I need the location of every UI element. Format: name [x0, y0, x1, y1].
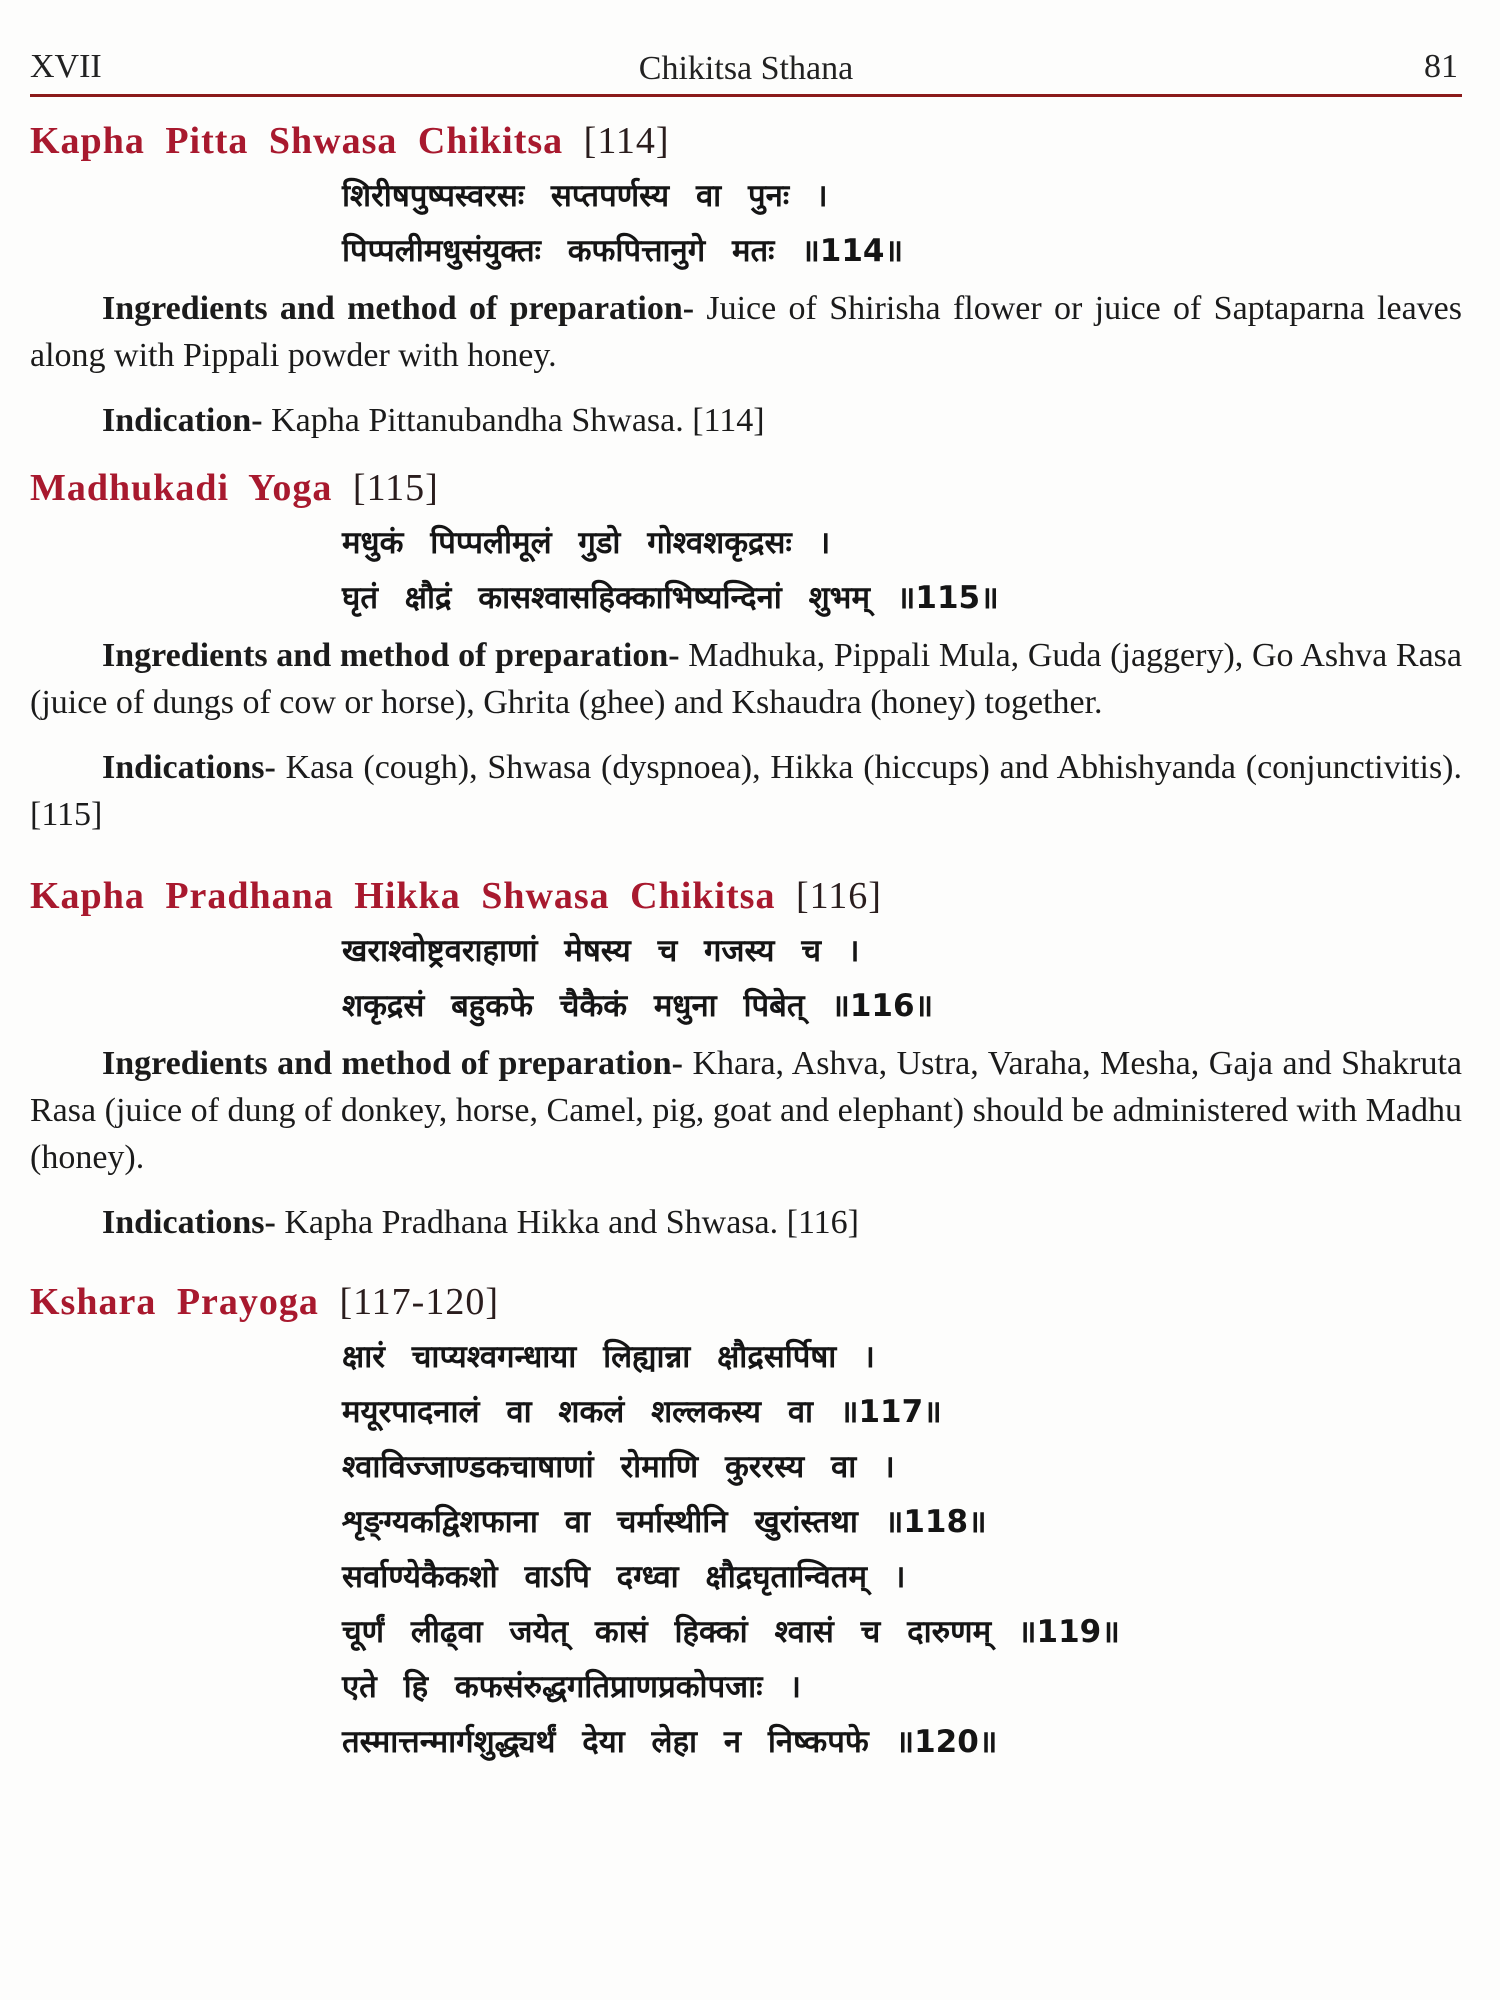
page-number: 81 [1424, 48, 1458, 85]
verse-line: तस्मात्तन्मार्गशुद्ध्यर्थं देया लेहा न निष्कपफे ॥120॥ [342, 1724, 998, 1760]
indication-text: Kasa (cough), Shwasa (dyspnoea), Hikka (hiccups) and Abhishyanda (conjunctivitis). [115] [30, 749, 1462, 833]
verse-line: मधुकं पिप्पलीमूलं गुडो गोश्वशकृद्रसः । [342, 525, 831, 561]
verse-line: घृतं क्षौद्रं कासश्वासहिक्काभिष्यन्दिनां शुभम् ॥115॥ [342, 580, 999, 616]
verse-line: सर्वाण्येकैकशो वाऽपि दग्ध्वा क्षौद्रघृतान्वितम् । [342, 1559, 906, 1595]
section-heading [30, 466, 1462, 510]
section-title-text: Kapha Pradhana Hikka Shwasa Chikitsa [30, 875, 776, 917]
indication-paragraph [30, 1199, 1462, 1246]
ingredients-text: Khara, Ashva, Ustra, Varaha, Mesha, Gaja and Shakruta Rasa (juice of dung of donkey, horse, Camel, pig, goat and elephant) should be administered with Madhu (honey). [30, 1045, 1462, 1176]
book-section-title: Chikitsa Sthana [638, 50, 854, 87]
verse-line: शकृद्रसं बहुकफे चैकैकं मधुना पिबेत् ॥116॥ [342, 988, 934, 1024]
ingredients-text: Juice of Shirisha flower or juice of Saptaparna leaves along with Pippali powder with honey. [30, 290, 1462, 374]
ingredients-label: Ingredients and method of preparation- [102, 290, 695, 327]
verse-line: खराश्वोष्ट्रवराहाणां मेषस्य च गजस्य च । [342, 933, 860, 969]
ingredients-paragraph [30, 285, 1462, 379]
verse-reference: [117-120] [339, 1281, 499, 1323]
section-title-text: Kshara Prayoga [30, 1281, 319, 1323]
verse-line: श्वाविज्जाण्डकचाषाणां रोमाणि कुररस्य वा । [342, 1449, 895, 1485]
section-heading [30, 119, 1462, 163]
indication-label: Indications- [102, 1204, 276, 1241]
indication-label: Indication- [102, 402, 263, 439]
indication-paragraph [30, 744, 1462, 838]
verse-reference: [115] [352, 467, 439, 509]
section-title-text: Madhukadi Yoga [30, 467, 333, 509]
header-divider [30, 94, 1462, 97]
verse-reference: [114] [583, 120, 670, 162]
sanskrit-verse [30, 169, 1462, 279]
verse-line: पिप्पलीमधुसंयुक्तः कफपित्तानुगे मतः ॥114॥ [342, 233, 904, 269]
ingredients-paragraph [30, 1040, 1462, 1181]
verse-reference: [116] [795, 875, 882, 917]
sanskrit-verse [30, 516, 1462, 626]
ingredients-label: Ingredients and method of preparation- [102, 637, 680, 674]
indication-text: Kapha Pradhana Hikka and Shwasa. [116] [275, 1204, 860, 1241]
running-header [30, 38, 1462, 90]
indication-paragraph [30, 397, 1462, 444]
section-madhukadi-yoga [30, 466, 1462, 838]
sanskrit-verse [30, 924, 1462, 1034]
section-title-text: Kapha Pitta Shwasa Chikitsa [30, 120, 564, 162]
chapter-number: XVII [30, 48, 102, 85]
verse-line: क्षारं चाप्यश्वगन्धाया लिह्यान्ना क्षौद्रसर्पिषा । [342, 1339, 875, 1375]
section-kshara-prayoga [30, 1280, 1462, 1770]
section-heading [30, 874, 1462, 918]
section-kapha-pitta-shwasa [30, 119, 1462, 444]
sanskrit-verse [30, 1330, 1462, 1770]
verse-line: शिरीषपुष्पस्वरसः सप्तपर्णस्य वा पुनः । [342, 178, 828, 214]
verse-line: चूर्णं लीढ्वा जयेत् कासं हिक्कां श्वासं च दारुणम् ॥119॥ [342, 1614, 1120, 1650]
ingredients-label: Ingredients and method of preparation- [102, 1045, 683, 1082]
indication-text: Kapha Pittanubandha Shwasa. [114] [262, 402, 765, 439]
verse-line: एते हि कफसंरुद्धगतिप्राणप्रकोपजाः । [342, 1669, 802, 1705]
section-kapha-pradhana-hikka [30, 874, 1462, 1246]
ingredients-text: Madhuka, Pippali Mula, Guda (jaggery), Go Ashva Rasa (juice of dungs of cow or horse), Ghrita (ghee) and Kshaudra (honey) together. [30, 637, 1462, 721]
verse-line: शृङ्ग्यकद्विशफाना वा चर्मास्थीनि खुरांस्तथा ॥118॥ [342, 1504, 987, 1540]
verse-line: मयूरपादनालं वा शकलं शल्लकस्य वा ॥117॥ [342, 1394, 942, 1430]
ingredients-paragraph [30, 632, 1462, 726]
indication-label: Indications- [102, 749, 276, 786]
section-heading [30, 1280, 1462, 1324]
